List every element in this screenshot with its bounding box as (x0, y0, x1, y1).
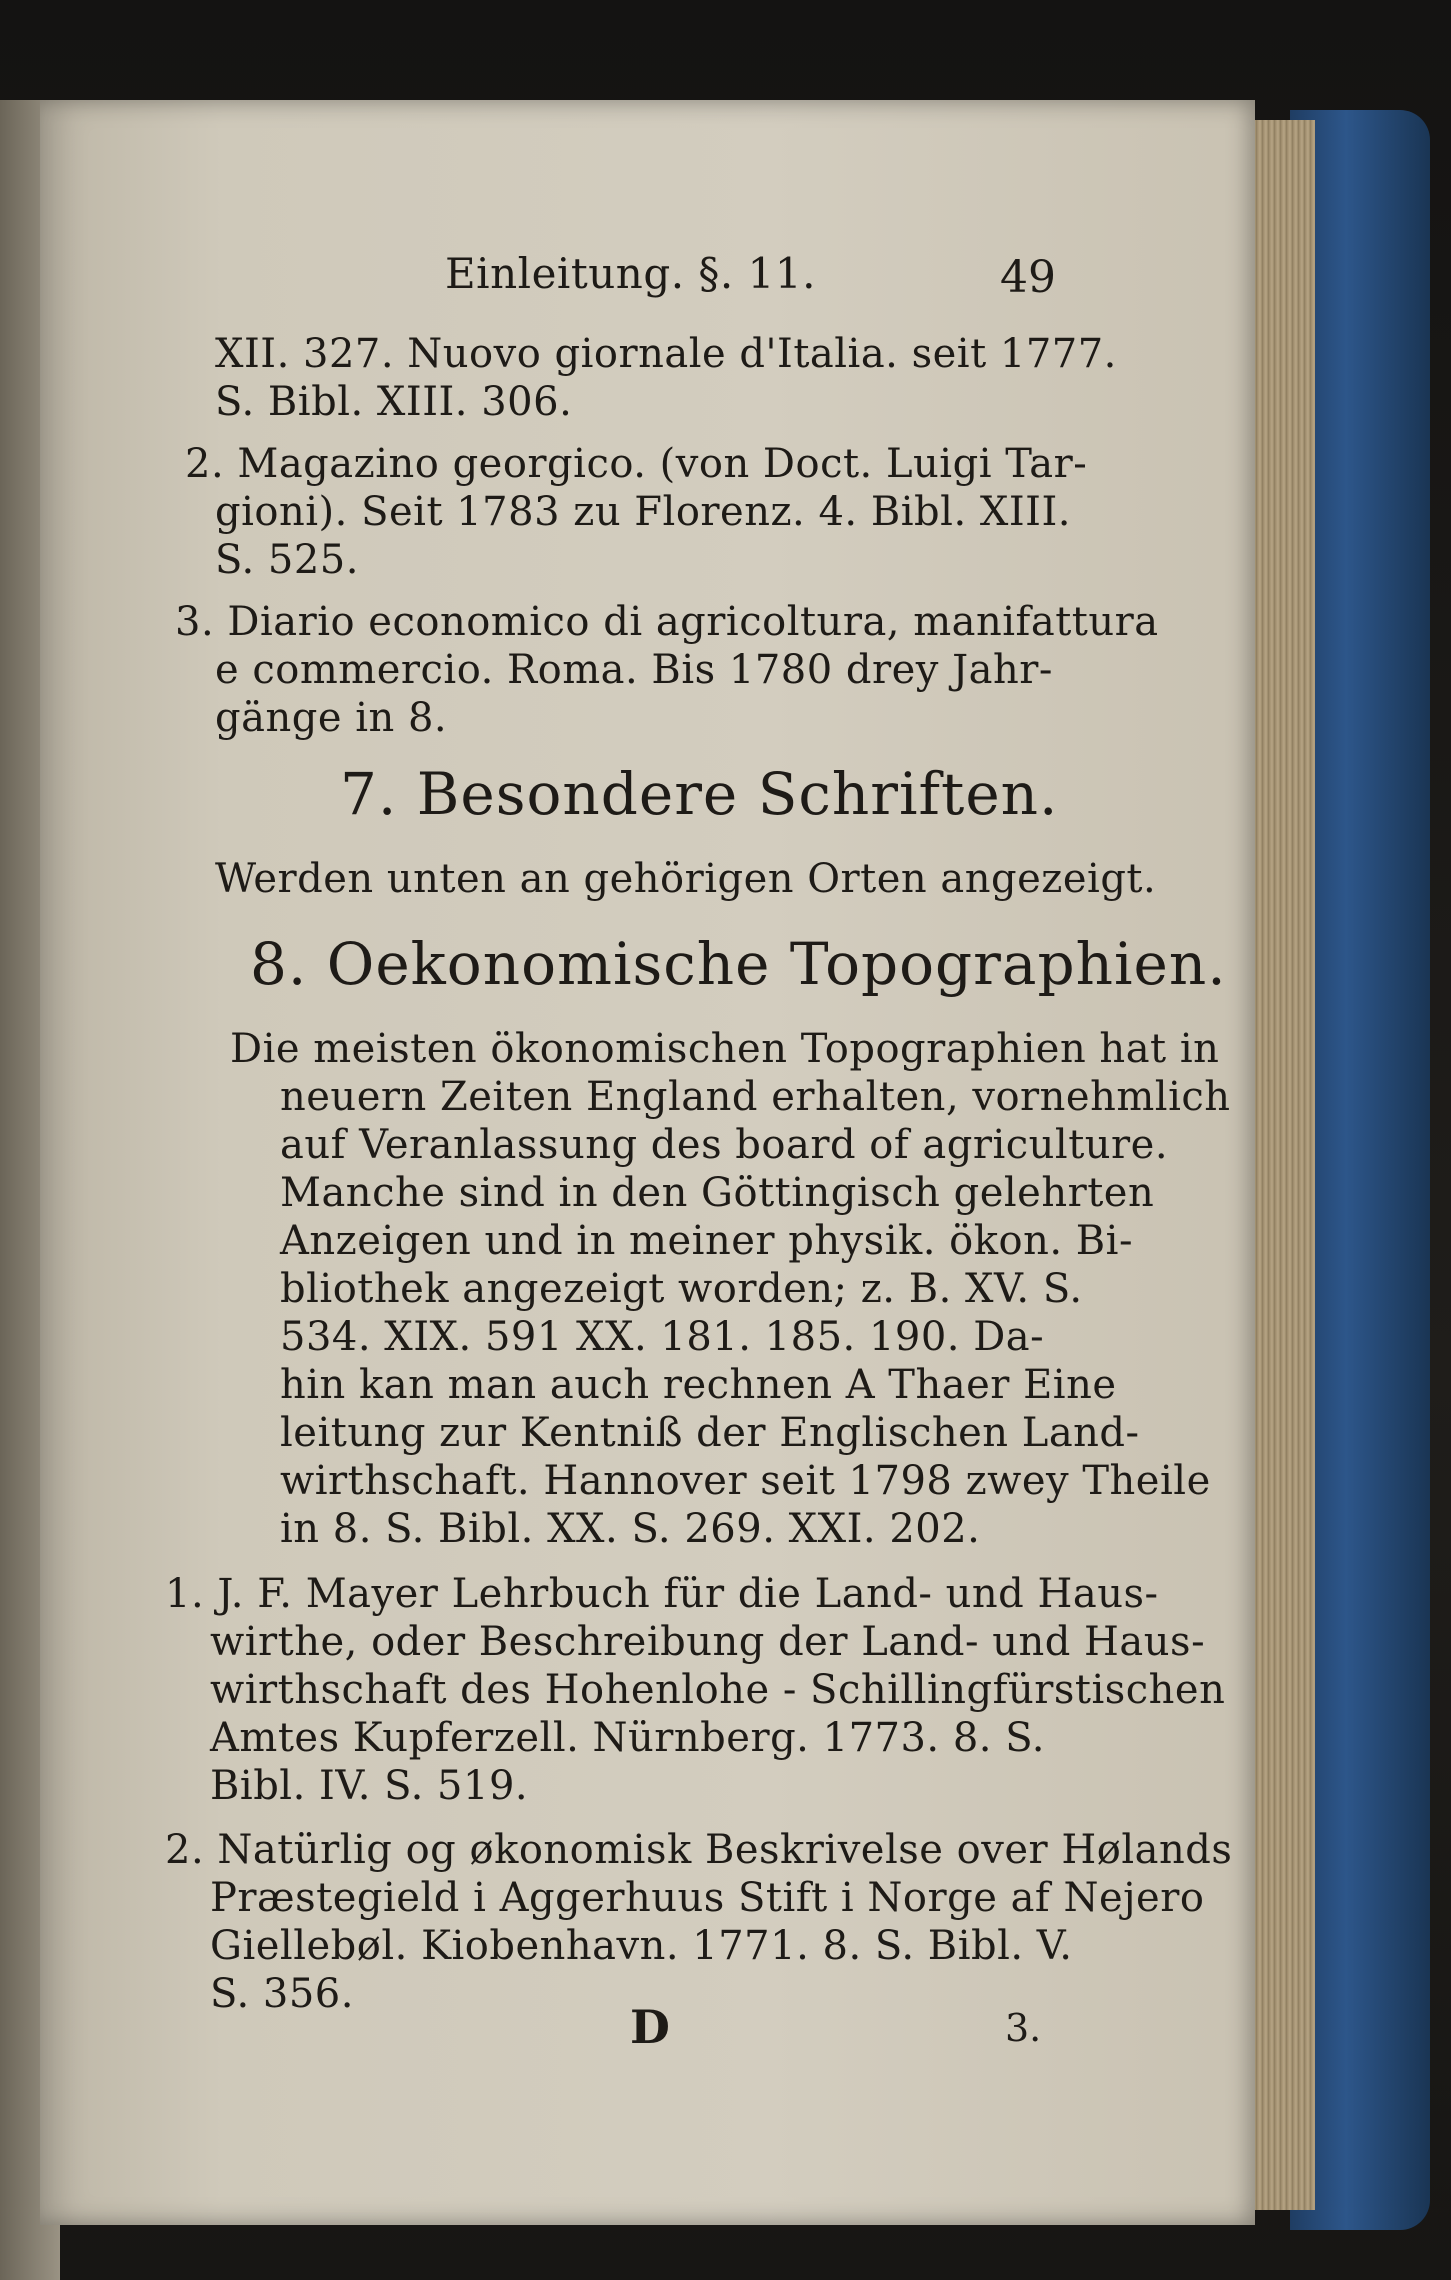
text-line: in 8. S. Bibl. XX. S. 269. XXI. 202. (280, 1506, 981, 1552)
text-line: Præstegield i Aggerhuus Stift i Norge af Nejero (210, 1875, 1205, 1921)
text-line: S. 356. (210, 1971, 354, 2017)
text-line: 2. Magazino georgico. (von Doct. Luigi Tar- (185, 441, 1088, 487)
section-heading: 7. Besondere Schriften. (340, 760, 1059, 828)
text-line: wirthschaft des Hohenlohe - Schillingfürstischen (210, 1667, 1226, 1713)
text-line: Giellebøl. Kiobenhavn. 1771. 8. S. Bibl. V. (210, 1923, 1073, 1969)
text-line: 534. XIX. 591 XX. 181. 185. 190. Da- (280, 1314, 1045, 1360)
section-heading: 8. Oekonomische Topographien. (250, 930, 1227, 998)
text-line: wirthe, oder Beschreibung der Land- und Haus- (210, 1619, 1206, 1665)
text-line: 1. J. F. Mayer Lehrbuch für die Land- und Haus- (165, 1571, 1159, 1617)
text-line: S. Bibl. XIII. 306. (215, 379, 573, 425)
page-number: 49 (1000, 252, 1056, 303)
signature-mark: D (630, 2000, 670, 2054)
text-line: S. 525. (215, 537, 359, 583)
page-block-edge (1245, 120, 1315, 2210)
text-line: 2. Natürlig og økonomisk Beskrivelse over Hølands (165, 1827, 1233, 1873)
text-line: 3. Diario economico di agricoltura, manifattura (175, 599, 1159, 645)
text-line: hin kan man auch rechnen A Thaer Eine (280, 1362, 1117, 1408)
sheet-number: 3. (1005, 2006, 1042, 2050)
text-line: Amtes Kupferzell. Nürnberg. 1773. 8. S. (210, 1715, 1045, 1761)
text-line: leitung zur Kentniß der Englischen Land- (280, 1410, 1140, 1456)
text-line: Die meisten ökonomischen Topographien hat in (230, 1026, 1220, 1072)
text-line: Anzeigen und in meiner physik. ökon. Bi- (280, 1218, 1133, 1264)
text-line: Manche sind in den Göttingisch gelehrten (280, 1170, 1155, 1216)
text-line: neuern Zeiten England erhalten, vornehmlich (280, 1074, 1231, 1120)
text-line: e commercio. Roma. Bis 1780 drey Jahr- (215, 647, 1053, 693)
book-page (40, 100, 1255, 2225)
text-line: XII. 327. Nuovo giornale d'Italia. seit 1777. (215, 331, 1117, 377)
text-line: gänge in 8. (215, 695, 448, 741)
text-line: auf Veranlassung des board of agriculture. (280, 1122, 1169, 1168)
text-line: gioni). Seit 1783 zu Florenz. 4. Bibl. XIII. (215, 489, 1071, 535)
text-line: bliothek angezeigt worden; z. B. XV. S. (280, 1266, 1083, 1312)
text-line: Werden unten an gehörigen Orten angezeigt. (215, 856, 1157, 902)
running-title: Einleitung. §. 11. (445, 249, 816, 298)
text-line: Bibl. IV. S. 519. (210, 1763, 529, 1809)
text-line: wirthschaft. Hannover seit 1798 zwey Theile (280, 1458, 1211, 1504)
